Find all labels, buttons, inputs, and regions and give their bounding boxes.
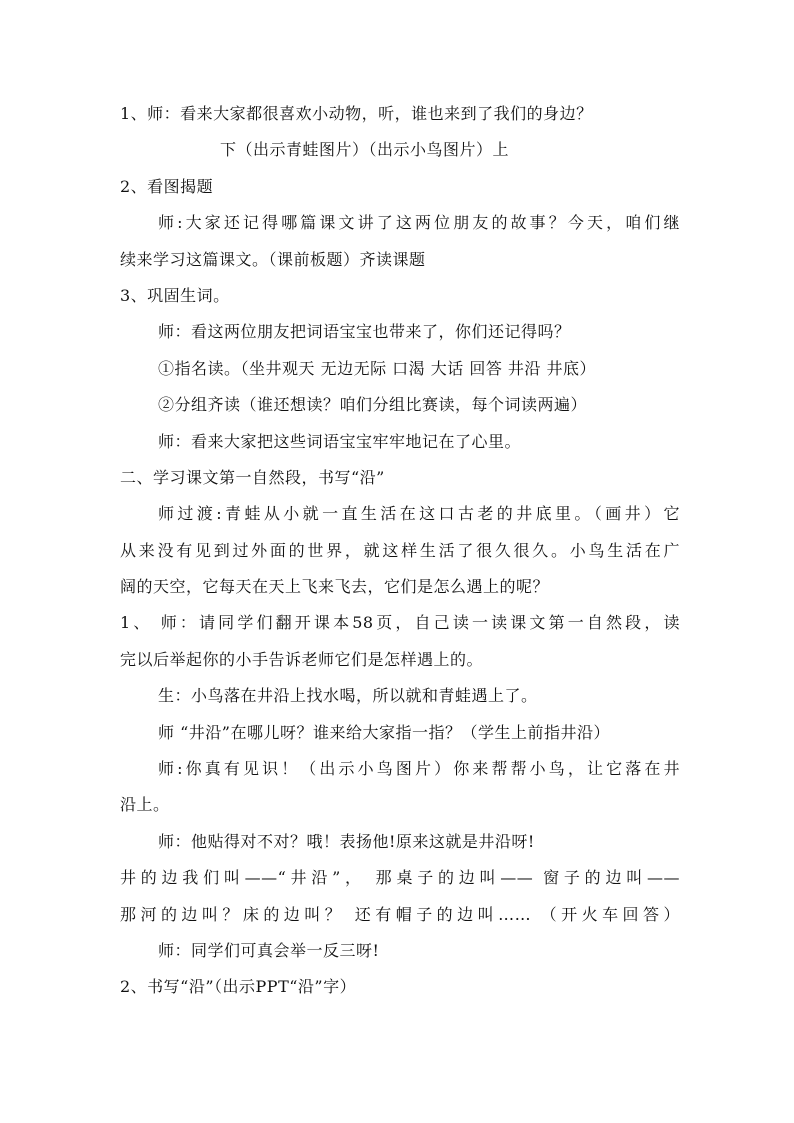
text-line: 从来没有见到过外面的世界，就这样生活了很久很久。小鸟生活在广: [120, 540, 680, 560]
section-heading: 二、学习课文第一自然段，书写“沿”: [120, 467, 385, 487]
text-line: ①指名读。（坐井观天 无边无际 口渴 大话 回答 井沿 井底）: [158, 358, 597, 378]
text-line: 那河的边叫？床的边叫？ 还有帽子的边叫…… （开火车回答）: [120, 904, 680, 924]
text-line: 师：同学们可真会举一反三呀!: [158, 940, 380, 960]
text-line: 沿上。: [120, 795, 170, 815]
text-line: 师:大家还记得哪篇课文讲了这两位朋友的故事？今天，咱们继: [158, 213, 680, 233]
text-line: 完以后举起你的小手告诉老师它们是怎样遇上的。: [120, 649, 484, 669]
text-line: 师:你真有见识！（出示小鸟图片）你来帮帮小鸟，让它落在井: [158, 759, 680, 779]
section-heading: 3、巩固生词。: [120, 285, 230, 305]
text-line: 师：看这两位朋友把词语宝宝也带来了，你们还记得吗？: [158, 322, 571, 342]
text-line: ②分组齐读（谁还想读？咱们分组比赛读，每个词读两遍）: [158, 395, 588, 415]
text-line: 井的边我们叫——“井沿”， 那桌子的边叫—— 窗子的边叫——: [120, 868, 680, 888]
text-line: 师：看来大家把这些词语宝宝牢牢地记在了心里。: [158, 431, 522, 451]
section-heading: 2、书写“沿”（出示PPT“沿”字）: [120, 977, 357, 997]
document-body: [120, 104, 680, 1014]
text-line: 师过渡:青蛙从小就一直生活在这口古老的井底里。（画井）它: [158, 504, 680, 524]
text-line: 续来学习这篇课文。（课前板题）齐读课题: [120, 249, 426, 269]
text-line: 下（出示青蛙图片）（出示小鸟图片）上: [220, 140, 510, 160]
text-line: 师：他贴得对不对？哦！表扬他!原来这就是井沿呀!: [158, 831, 535, 851]
text-line: 生：小鸟落在井沿上找水喝，所以就和青蛙遇上了。: [158, 686, 538, 706]
text-line: 师 “井沿”在哪儿呀？谁来给大家指一指？（学生上前指井沿）: [158, 722, 610, 742]
text-line: 1、师：看来大家都很喜欢小动物，听，谁也来到了我们的身边？: [120, 104, 593, 123]
section-heading: 2、看图揭题: [120, 176, 214, 196]
text-line: 1、 师：请同学们翻开课本58页，自己读一读课文第一自然段，读: [120, 613, 680, 633]
text-line: 阔的天空，它每天在天上飞来飞去，它们是怎么遇上的呢？: [120, 577, 550, 597]
